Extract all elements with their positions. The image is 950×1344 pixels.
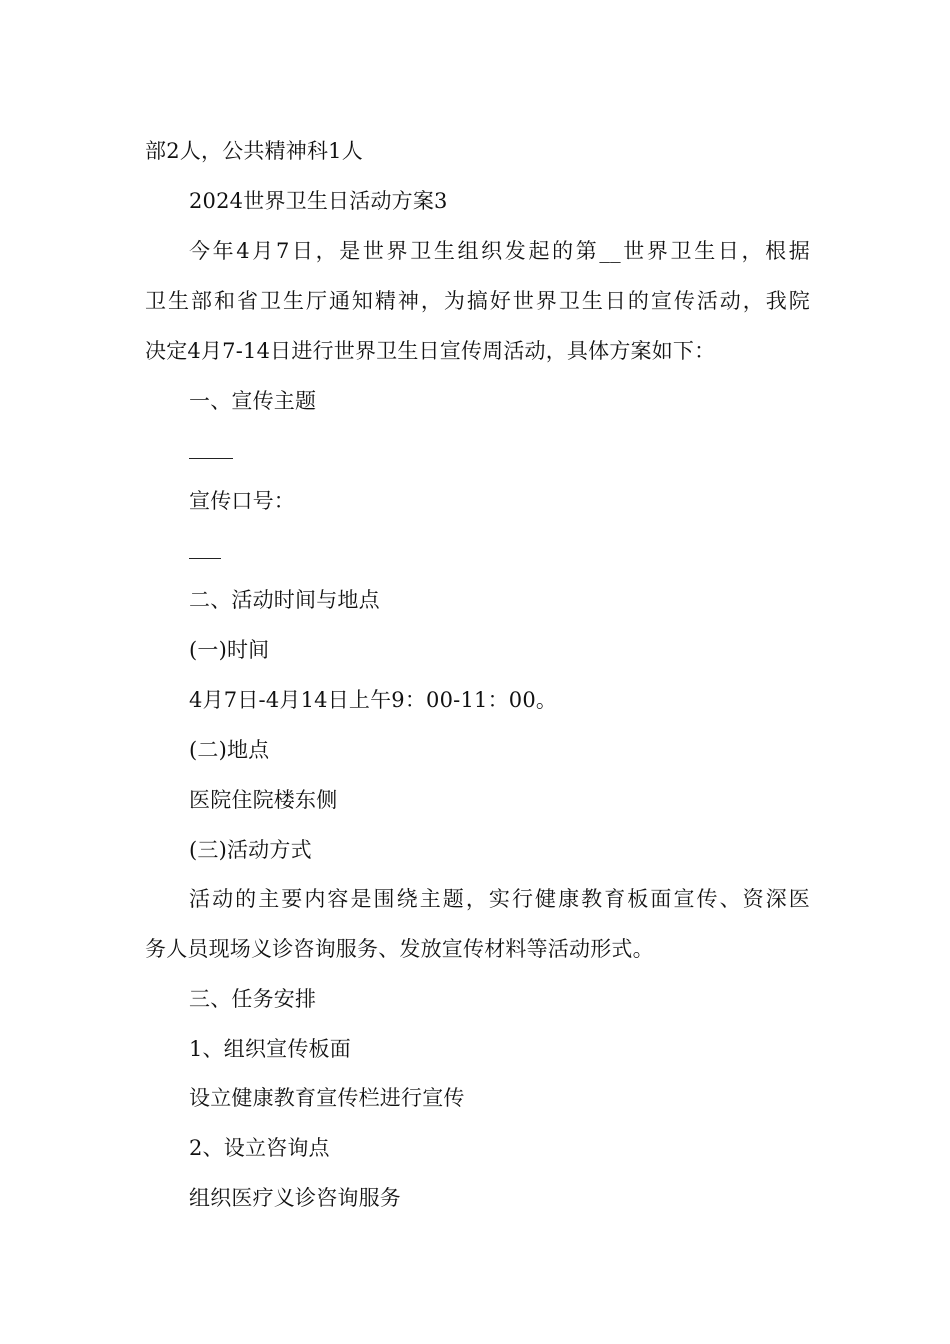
method-paragraph-line-2: 务人员现场义诊咨询服务、发放宣传材料等活动形式。 (145, 937, 654, 961)
heading-time-place: 二、活动时间与地点 (189, 588, 380, 612)
task-1-title: 1、组织宣传板面 (189, 1037, 351, 1061)
section-title: 2024世界卫生日活动方案3 (189, 189, 448, 213)
subheading-place: (二)地点 (189, 738, 270, 762)
intro-paragraph-line-1: 今年4月7日，是世界卫生组织发起的第__世界卫生日，根据 (189, 239, 810, 263)
method-paragraph-line-1: 活动的主要内容是围绕主题，实行健康教育板面宣传、资深医 (189, 887, 810, 911)
place-detail: 医院住院楼东侧 (189, 788, 338, 812)
task-2-title: 2、设立咨询点 (189, 1136, 330, 1160)
subheading-method: (三)活动方式 (189, 838, 312, 862)
theme-blank-line (189, 458, 233, 459)
intro-paragraph-line-3: 决定4月7-14日进行世界卫生日宣传周活动，具体方案如下： (145, 339, 716, 363)
subheading-time: (一)时间 (189, 638, 270, 662)
task-2-detail: 组织医疗义诊咨询服务 (189, 1186, 401, 1210)
task-1-detail: 设立健康教育宣传栏进行宣传 (189, 1086, 465, 1110)
heading-theme: 一、宣传主题 (189, 389, 317, 413)
slogan-blank-line (189, 558, 221, 559)
paragraph-continuation: 部2人，公共精神科1人 (145, 139, 363, 163)
time-detail: 4月7日-4月14日上午9：00-11：00。 (189, 688, 558, 712)
intro-paragraph-line-2: 卫生部和省卫生厅通知精神，为搞好世界卫生日的宣传活动，我院 (145, 289, 810, 313)
slogan-label: 宣传口号： (189, 489, 295, 513)
heading-tasks: 三、任务安排 (189, 987, 317, 1011)
